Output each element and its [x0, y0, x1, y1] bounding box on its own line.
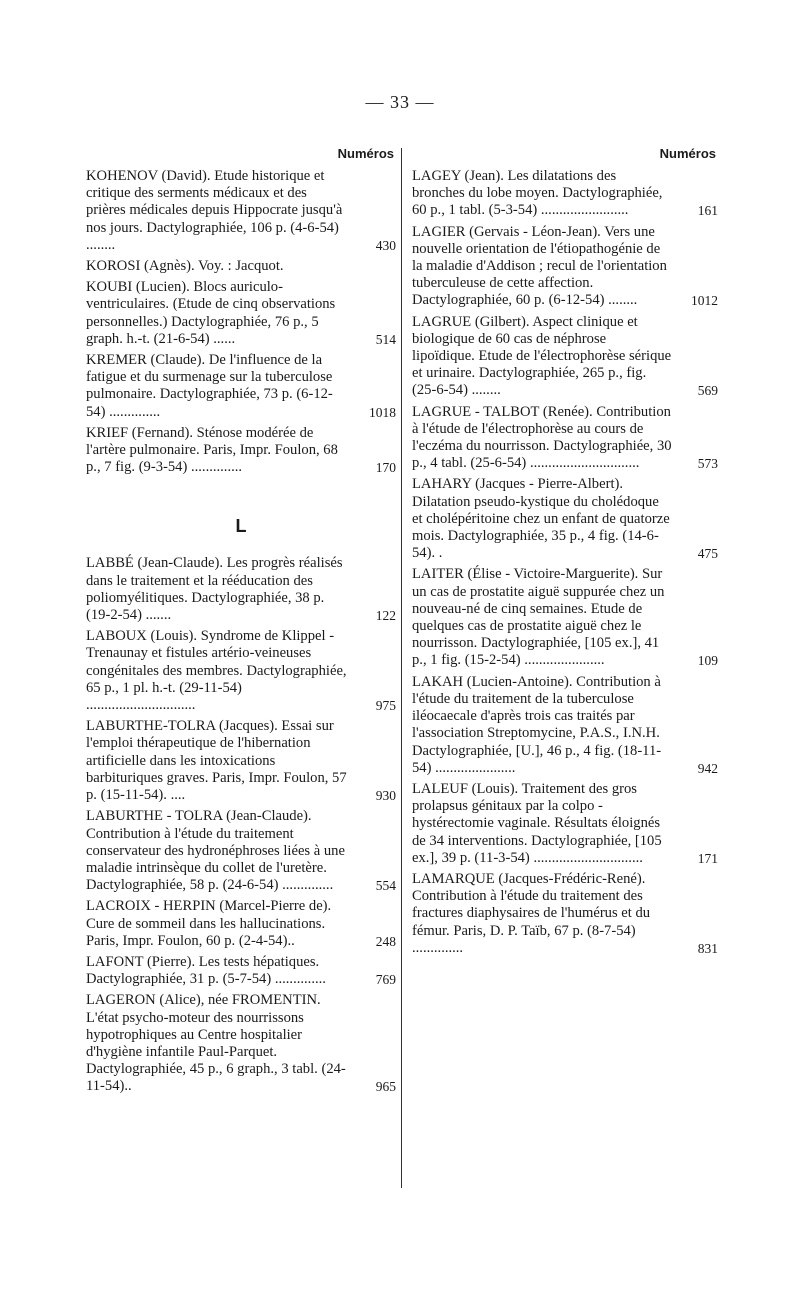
list-item	[412, 871, 718, 957]
entry-text: LABOUX (Louis). Syndrome de Klippel - Trenaunay et fistules artério-veineuses congénitales des membres. Dactylographiée, 65 p., 1 pl. h.-t. (29-11-54) ..............................	[86, 628, 347, 714]
list-item	[412, 566, 718, 669]
entry-number: 1012	[691, 293, 718, 309]
entry-number: 569	[697, 383, 718, 399]
entry-text: LAFONT (Pierre). Les tests hépatiques. Dactylographiée, 31 p. (5-7-54) ..............	[86, 953, 326, 988]
list-item	[86, 718, 396, 804]
entry-number: 161	[697, 203, 718, 219]
list-item	[412, 404, 718, 473]
entry-text: LAHARY (Jacques - Pierre-Albert). Dilatation pseudo-kystique du cholédoque et cholépéritoine chez un enfant de quatorze mois. Dactylographiée, 35 p., 4 fig. (14-6-54). .	[412, 476, 670, 562]
list-item	[412, 781, 718, 867]
entry-text: LAGIER (Gervais - Léon-Jean). Vers une nouvelle orientation de l'étiopathogénie de la maladie d'Addison ; recul de l'orientation tuberculeuse de cette affection. Dactylographiée, 60 p. (6-12-54) ........	[412, 223, 667, 309]
entry-text: LAGRUE - TALBOT (Renée). Contribution à l'étude de l'électrophorèse au cours de l'eczéma du nourrisson. Dactylographiée, 30 p., 4 tabl. (25-6-54) ..............................	[412, 403, 672, 472]
entry-number: 170	[375, 460, 396, 476]
entry-number: 109	[697, 653, 718, 669]
list-item	[412, 224, 718, 310]
list-item	[86, 168, 396, 254]
left-column	[86, 146, 396, 1100]
entry-number: 930	[375, 788, 396, 804]
entry-number: 554	[375, 878, 396, 894]
entry-number: 171	[697, 850, 718, 866]
list-item	[412, 168, 718, 220]
list-item	[412, 674, 718, 777]
right-column	[412, 146, 718, 961]
list-item	[86, 425, 396, 477]
entry-number: 248	[375, 933, 396, 949]
entry-number: 1018	[369, 404, 396, 420]
section-letter: L	[235, 516, 247, 537]
entry-number: 965	[375, 1079, 396, 1095]
page-number: — 33 —	[365, 92, 435, 112]
entry-number: 831	[697, 940, 718, 956]
list-item	[86, 898, 396, 950]
entry-number: 430	[375, 237, 396, 253]
entry-text: LABBÉ (Jean-Claude). Les progrès réalisés dans le traitement et la rééducation des poliomyélitiques. Dactylographiée, 38 p. (19-2-54) .......	[86, 555, 343, 624]
left-column-header: Numéros	[337, 146, 394, 161]
entry-text: LAMARQUE (Jacques-Frédéric-René). Contribution à l'étude du traitement des fractures diaphysaires de l'humérus et du fémur. Paris, D. P. Taïb, 67 p. (8-7-54) ..............	[412, 870, 651, 956]
entry-number: 475	[697, 546, 718, 562]
entry-text: KRIEF (Fernand). Sténose modérée de l'artère pulmonaire. Paris, Impr. Foulon, 68 p., 7 fig. (9-3-54) ..............	[86, 424, 338, 476]
list-item	[86, 279, 396, 348]
entry-text: LABURTHE-TOLRA (Jacques). Essai sur l'emploi thérapeutique de l'hibernation artificielle dans les intoxications barbituriques graves. Paris, Impr. Foulon, 57 p. (15-11-54). ....	[86, 718, 347, 804]
entry-number: 942	[697, 760, 718, 776]
right-column-header: Numéros	[659, 146, 716, 161]
list-item	[86, 352, 396, 421]
list-item	[86, 258, 396, 275]
entry-text: LAGEY (Jean). Les dilatations des bronches du lobe moyen. Dactylographiée, 60 p., 1 tabl. (5-3-54) ........................	[412, 168, 663, 219]
list-item	[412, 476, 718, 562]
entry-number: 769	[375, 972, 396, 988]
list-item	[86, 954, 396, 988]
entry-text: LAITER (Élise - Victoire-Marguerite). Sur un cas de prostatite aiguë suppurée chez un nouveau-né de cinq semaines. Etude de quelques cas de prostatite aiguë chez le nourrisson. Dactylographiée, [105 ex.], 41 p., 1 fig. (15-2-54) ......................	[412, 566, 665, 669]
entry-text: KOROSI (Agnès). Voy. : Jacquot.	[86, 258, 284, 275]
list-item	[86, 555, 396, 624]
entry-text: LALEUF (Louis). Traitement des gros prolapsus génitaux par la colpo - hystérectomie vaginale. Résultats éloignés de 34 interventions. Dactylographiée, [105 ex.], 39 p. (11-3-54) ..............................	[412, 780, 662, 866]
entry-number: 573	[697, 456, 718, 472]
list-item	[86, 992, 396, 1095]
entry-text: KOUBI (Lucien). Blocs auriculo-ventriculaires. (Etude de cinq observations personnelles.) Dactylographiée, 76 p., 5 graph. h.-t. (21-6-54) ......	[86, 279, 336, 347]
list-item	[86, 808, 396, 894]
entry-text: LAGRUE (Gilbert). Aspect clinique et biologique de 60 cas de néphrose lipoïdique. Etude de l'électrophorèse sérique et urinaire. Dactylographiée, 265 p., fig. (25-6-54) ........	[412, 313, 672, 399]
entry-text: LACROIX - HERPIN (Marcel-Pierre de). Cure de sommeil dans les hallucinations. Paris, Impr. Foulon, 60 p. (2-4-54)..	[86, 898, 332, 949]
entry-number: 975	[375, 698, 396, 714]
entry-number: 122	[375, 608, 396, 624]
column-divider	[401, 148, 402, 1188]
entry-text: LAGERON (Alice), née FROMENTIN. L'état psycho-moteur des nourrissons hypotrophiques au Centre hospitalier d'hygiène infantile Paul-Parquet. Dactylographiée, 45 p., 6 graph., 3 tabl. (24-11-54)..	[86, 992, 346, 1095]
entry-text: LABURTHE - TOLRA (Jean-Claude). Contribution à l'étude du traitement conservateur des hydronéphroses liées à une maladie intrinsèque du collet de l'uretère. Dactylographiée, 58 p. (24-6-54) ..............	[86, 808, 345, 894]
entry-number: 514	[375, 331, 396, 347]
list-item	[86, 628, 396, 714]
entry-text: KREMER (Claude). De l'influence de la fatigue et du surmenage sur la tuberculose pulmonaire. Dactylographiée, 73 p. (6-12-54) ..............	[86, 352, 333, 420]
entry-text: LAKAH (Lucien-Antoine). Contribution à l'étude du traitement de la tuberculose iléocaecale d'après trois cas traités par l'association Streptomycine, P.A.S., I.N.H. Dactylographiée, [U.], 46 p., 4 fig. (18-11-54) ......................	[412, 673, 662, 776]
entry-text: KOHENOV (David). Etude historique et critique des serments médicaux et des prières médicales depuis Hippocrate jusqu'à nos jours. Dactylographiée, 106 p. (4-6-54) ........	[86, 168, 343, 253]
list-item	[412, 314, 718, 400]
